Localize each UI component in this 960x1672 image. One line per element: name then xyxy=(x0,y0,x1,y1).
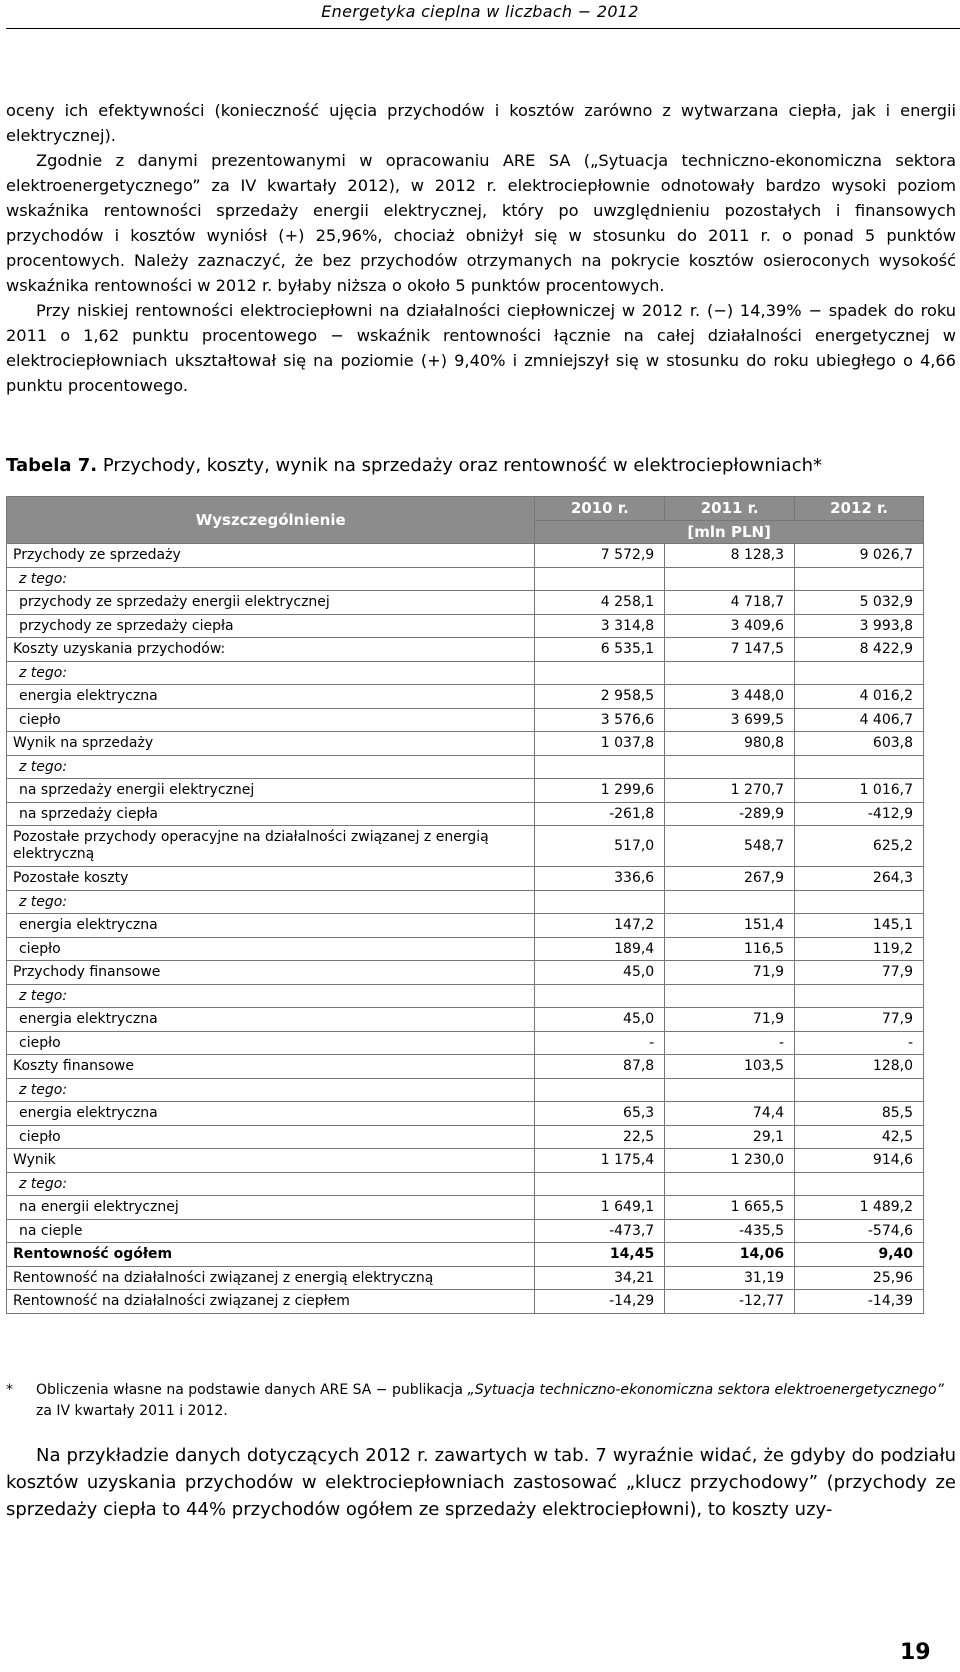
row-label: energia elektryczna xyxy=(7,1008,535,1032)
row-label: Rentowność na działalności związanej z ciepłem xyxy=(7,1290,535,1314)
row-value xyxy=(665,567,795,591)
row-value: 5 032,9 xyxy=(795,591,924,615)
row-value: 1 230,0 xyxy=(665,1149,795,1173)
row-value: - xyxy=(665,1031,795,1055)
row-value xyxy=(535,1172,665,1196)
row-value: 4 258,1 xyxy=(535,591,665,615)
row-value: 3 993,8 xyxy=(795,614,924,638)
row-value: 34,21 xyxy=(535,1266,665,1290)
row-value: 3 409,6 xyxy=(665,614,795,638)
row-value xyxy=(535,1078,665,1102)
table-row xyxy=(7,802,924,826)
row-label: na energii elektrycznej xyxy=(7,1196,535,1220)
row-value: 25,96 xyxy=(795,1266,924,1290)
row-value: - xyxy=(795,1031,924,1055)
row-label: na sprzedaży ciepła xyxy=(7,802,535,826)
row-label: Rentowność ogółem xyxy=(7,1243,535,1267)
row-value: 336,6 xyxy=(535,867,665,891)
row-value: 3 576,6 xyxy=(535,708,665,732)
row-value xyxy=(665,1078,795,1102)
row-label: z tego: xyxy=(7,661,535,685)
header-year: 2011 r. xyxy=(665,497,795,521)
row-value xyxy=(665,890,795,914)
row-value: 128,0 xyxy=(795,1055,924,1079)
row-value: 14,06 xyxy=(665,1243,795,1267)
row-value: -574,6 xyxy=(795,1219,924,1243)
row-value: 8 128,3 xyxy=(665,544,795,568)
row-label: Koszty uzyskania przychodów: xyxy=(7,638,535,662)
row-label: Pozostałe koszty xyxy=(7,867,535,891)
table-row xyxy=(7,1055,924,1079)
row-label: ciepło xyxy=(7,708,535,732)
row-value: 1 299,6 xyxy=(535,779,665,803)
table-caption-text: Przychody, koszty, wynik na sprzedaży oraz rentowność w elektrociepłowniach* xyxy=(97,455,823,476)
row-label: Wynik xyxy=(7,1149,535,1173)
row-value: -14,39 xyxy=(795,1290,924,1314)
row-value: -12,77 xyxy=(665,1290,795,1314)
running-header: Energetyka cieplna w liczbach − 2012 xyxy=(321,2,639,21)
row-label: ciepło xyxy=(7,937,535,961)
row-label: Pozostałe przychody operacyjne na działalności związanej z energią elektryczną xyxy=(7,826,535,867)
row-value xyxy=(665,1172,795,1196)
row-label: ciepło xyxy=(7,1125,535,1149)
table-row xyxy=(7,1266,924,1290)
row-value: - xyxy=(535,1031,665,1055)
row-value: -473,7 xyxy=(535,1219,665,1243)
row-value: 517,0 xyxy=(535,826,665,867)
table-row xyxy=(7,867,924,891)
row-label: z tego: xyxy=(7,755,535,779)
row-value: 8 422,9 xyxy=(795,638,924,662)
row-value: 2 958,5 xyxy=(535,685,665,709)
row-label: Przychody ze sprzedaży xyxy=(7,544,535,568)
row-value: 71,9 xyxy=(665,961,795,985)
table-row xyxy=(7,914,924,938)
footnote-text: Obliczenia własne na podstawie danych ARE SA − publikacja xyxy=(36,1382,468,1398)
row-value xyxy=(535,567,665,591)
row-label: energia elektryczna xyxy=(7,685,535,709)
row-value: 77,9 xyxy=(795,1008,924,1032)
row-value: 3 314,8 xyxy=(535,614,665,638)
row-value xyxy=(665,755,795,779)
row-value: 147,2 xyxy=(535,914,665,938)
row-value xyxy=(795,890,924,914)
footnote-marker: * xyxy=(6,1382,13,1398)
header-year: 2012 r. xyxy=(795,497,924,521)
footnote-text-end: za IV kwartały 2011 i 2012. xyxy=(36,1403,228,1419)
row-value: 77,9 xyxy=(795,961,924,985)
row-value: 3 448,0 xyxy=(665,685,795,709)
row-value: 151,4 xyxy=(665,914,795,938)
row-value: 45,0 xyxy=(535,961,665,985)
table-caption-label: Tabela 7. xyxy=(6,455,98,476)
row-label: przychody ze sprzedaży energii elektrycznej xyxy=(7,591,535,615)
table-row xyxy=(7,890,924,914)
table-row xyxy=(7,779,924,803)
row-label: przychody ze sprzedaży ciepła xyxy=(7,614,535,638)
row-value xyxy=(535,661,665,685)
row-value: 31,19 xyxy=(665,1266,795,1290)
table-row xyxy=(7,1125,924,1149)
row-value: 71,9 xyxy=(665,1008,795,1032)
row-label: ciepło xyxy=(7,1031,535,1055)
row-value: 74,4 xyxy=(665,1102,795,1126)
row-label: Wynik na sprzedaży xyxy=(7,732,535,756)
table-row xyxy=(7,544,924,568)
row-value: 1 037,8 xyxy=(535,732,665,756)
row-value: 29,1 xyxy=(665,1125,795,1149)
data-table xyxy=(6,496,924,1314)
row-value: 603,8 xyxy=(795,732,924,756)
row-label: z tego: xyxy=(7,1172,535,1196)
table-row xyxy=(7,1243,924,1267)
row-value: 1 489,2 xyxy=(795,1196,924,1220)
row-value: 980,8 xyxy=(665,732,795,756)
row-value: 1 665,5 xyxy=(665,1196,795,1220)
paragraph-3: Przy niskiej rentowności elektrociepłowni na działalności ciepłowniczej w 2012 r. (−) 14,39% − spadek do roku 2011 o 1,62 punktu procentowego − wskaźnik rentowności łącznie na całej działalności energetycznej w elektrociepłowniach ukształtował się na poziomie (+) 9,40% i zmniejszył się w stosunku do roku ubiegłego o 4,66 punktu procentowego. xyxy=(6,301,956,395)
row-value: -412,9 xyxy=(795,802,924,826)
row-value: 267,9 xyxy=(665,867,795,891)
table-row xyxy=(7,661,924,685)
row-value: 9 026,7 xyxy=(795,544,924,568)
paragraph-4: Na przykładzie danych dotyczących 2012 r. zawartych w tab. 7 wyraźnie widać, że gdyby do podziału kosztów uzyskania przychodów w elektrociepłowniach zastosować „klucz przychodowy” (przychody ze sprzedaży ciepła to 44% przychodów ogółem ze sprzedaży elektrociepłowni), to koszty uzy- xyxy=(6,1445,956,1520)
row-value: 1 016,7 xyxy=(795,779,924,803)
row-value: 4 016,2 xyxy=(795,685,924,709)
row-value: 914,6 xyxy=(795,1149,924,1173)
table-row xyxy=(7,708,924,732)
row-value: 119,2 xyxy=(795,937,924,961)
table-row xyxy=(7,1172,924,1196)
footnote-title: „Sytuacja techniczno-ekonomiczna sektora elektroenergetycznego” xyxy=(467,1382,944,1398)
row-label: Przychody finansowe xyxy=(7,961,535,985)
row-value: 3 699,5 xyxy=(665,708,795,732)
row-label: na cieple xyxy=(7,1219,535,1243)
table-row xyxy=(7,685,924,709)
row-label: z tego: xyxy=(7,890,535,914)
row-value: 189,4 xyxy=(535,937,665,961)
row-label: Koszty finansowe xyxy=(7,1055,535,1079)
row-label: z tego: xyxy=(7,1078,535,1102)
row-value: 4 718,7 xyxy=(665,591,795,615)
row-value xyxy=(795,984,924,1008)
header-rule xyxy=(6,28,960,29)
row-value: -289,9 xyxy=(665,802,795,826)
row-label: energia elektryczna xyxy=(7,914,535,938)
row-value xyxy=(795,1078,924,1102)
table-row xyxy=(7,638,924,662)
row-value xyxy=(535,755,665,779)
row-value: -14,29 xyxy=(535,1290,665,1314)
table-row xyxy=(7,984,924,1008)
closing-paragraph xyxy=(6,1442,956,1523)
row-value: 1 175,4 xyxy=(535,1149,665,1173)
row-value: 14,45 xyxy=(535,1243,665,1267)
row-value xyxy=(795,661,924,685)
row-value: 103,5 xyxy=(665,1055,795,1079)
row-value: 7 572,9 xyxy=(535,544,665,568)
table-row xyxy=(7,567,924,591)
row-value: 1 270,7 xyxy=(665,779,795,803)
row-value: 116,5 xyxy=(665,937,795,961)
table-row xyxy=(7,826,924,867)
row-value: 1 649,1 xyxy=(535,1196,665,1220)
table-row xyxy=(7,961,924,985)
paragraph-1: oceny ich efektywności (konieczność ujęcia przychodów i kosztów zarówno z wytwarzana ciepła, jak i energii elektrycznej). xyxy=(6,101,956,145)
row-value: 548,7 xyxy=(665,826,795,867)
row-value xyxy=(795,755,924,779)
paragraph-2: Zgodnie z danymi prezentowanymi w opracowaniu ARE SA („Sytuacja techniczno-ekonomiczna sektora elektroenergetycznego” za IV kwartały 2012), w 2012 r. elektrociepłownie odnotowały bardzo wysoki poziom wskaźnika rentowności sprzedaży energii elektrycznej, który po uwzględnieniu pozostałych i finansowych przychodów i kosztów wyniósł (+) 25,96%, chociaż obniżył się w stosunku do 2011 r. o ponad 5 punktów procentowych. Należy zaznaczyć, że bez przychodów otrzymanych na pokrycie kosztów osieroconych wysokość wskaźnika rentowności w 2012 r. byłaby niższa o około 5 punktów procentowych. xyxy=(6,151,956,295)
table-row xyxy=(7,591,924,615)
row-value: 65,3 xyxy=(535,1102,665,1126)
table-row xyxy=(7,937,924,961)
row-value: 42,5 xyxy=(795,1125,924,1149)
table-row xyxy=(7,1196,924,1220)
row-value xyxy=(665,984,795,1008)
row-value: 7 147,5 xyxy=(665,638,795,662)
table-row xyxy=(7,755,924,779)
row-value: -261,8 xyxy=(535,802,665,826)
row-value: 145,1 xyxy=(795,914,924,938)
row-value: 85,5 xyxy=(795,1102,924,1126)
page-number: 19 xyxy=(900,1640,931,1665)
table-row xyxy=(7,1031,924,1055)
table-row xyxy=(7,1102,924,1126)
row-value: 625,2 xyxy=(795,826,924,867)
row-value: 22,5 xyxy=(535,1125,665,1149)
table-row xyxy=(7,1219,924,1243)
row-label: z tego: xyxy=(7,567,535,591)
row-value: 9,40 xyxy=(795,1243,924,1267)
body-text xyxy=(6,98,956,398)
row-label: Rentowność na działalności związanej z energią elektryczną xyxy=(7,1266,535,1290)
header-label: Wyszczególnienie xyxy=(7,497,535,544)
row-label: z tego: xyxy=(7,984,535,1008)
header-year: 2010 r. xyxy=(535,497,665,521)
header-unit: [mln PLN] xyxy=(535,520,924,544)
row-value xyxy=(795,1172,924,1196)
row-value: 87,8 xyxy=(535,1055,665,1079)
row-value xyxy=(535,984,665,1008)
row-value: 264,3 xyxy=(795,867,924,891)
table-row xyxy=(7,732,924,756)
table-caption xyxy=(6,455,956,476)
table-row xyxy=(7,1078,924,1102)
table-row xyxy=(7,1149,924,1173)
footnote xyxy=(6,1380,956,1422)
row-label: na sprzedaży energii elektrycznej xyxy=(7,779,535,803)
row-value xyxy=(795,567,924,591)
table-row xyxy=(7,614,924,638)
row-value: 45,0 xyxy=(535,1008,665,1032)
row-value xyxy=(665,661,795,685)
table-row xyxy=(7,1290,924,1314)
table-row xyxy=(7,1008,924,1032)
row-value: 6 535,1 xyxy=(535,638,665,662)
row-value: 4 406,7 xyxy=(795,708,924,732)
row-value: -435,5 xyxy=(665,1219,795,1243)
row-value xyxy=(535,890,665,914)
row-label: energia elektryczna xyxy=(7,1102,535,1126)
